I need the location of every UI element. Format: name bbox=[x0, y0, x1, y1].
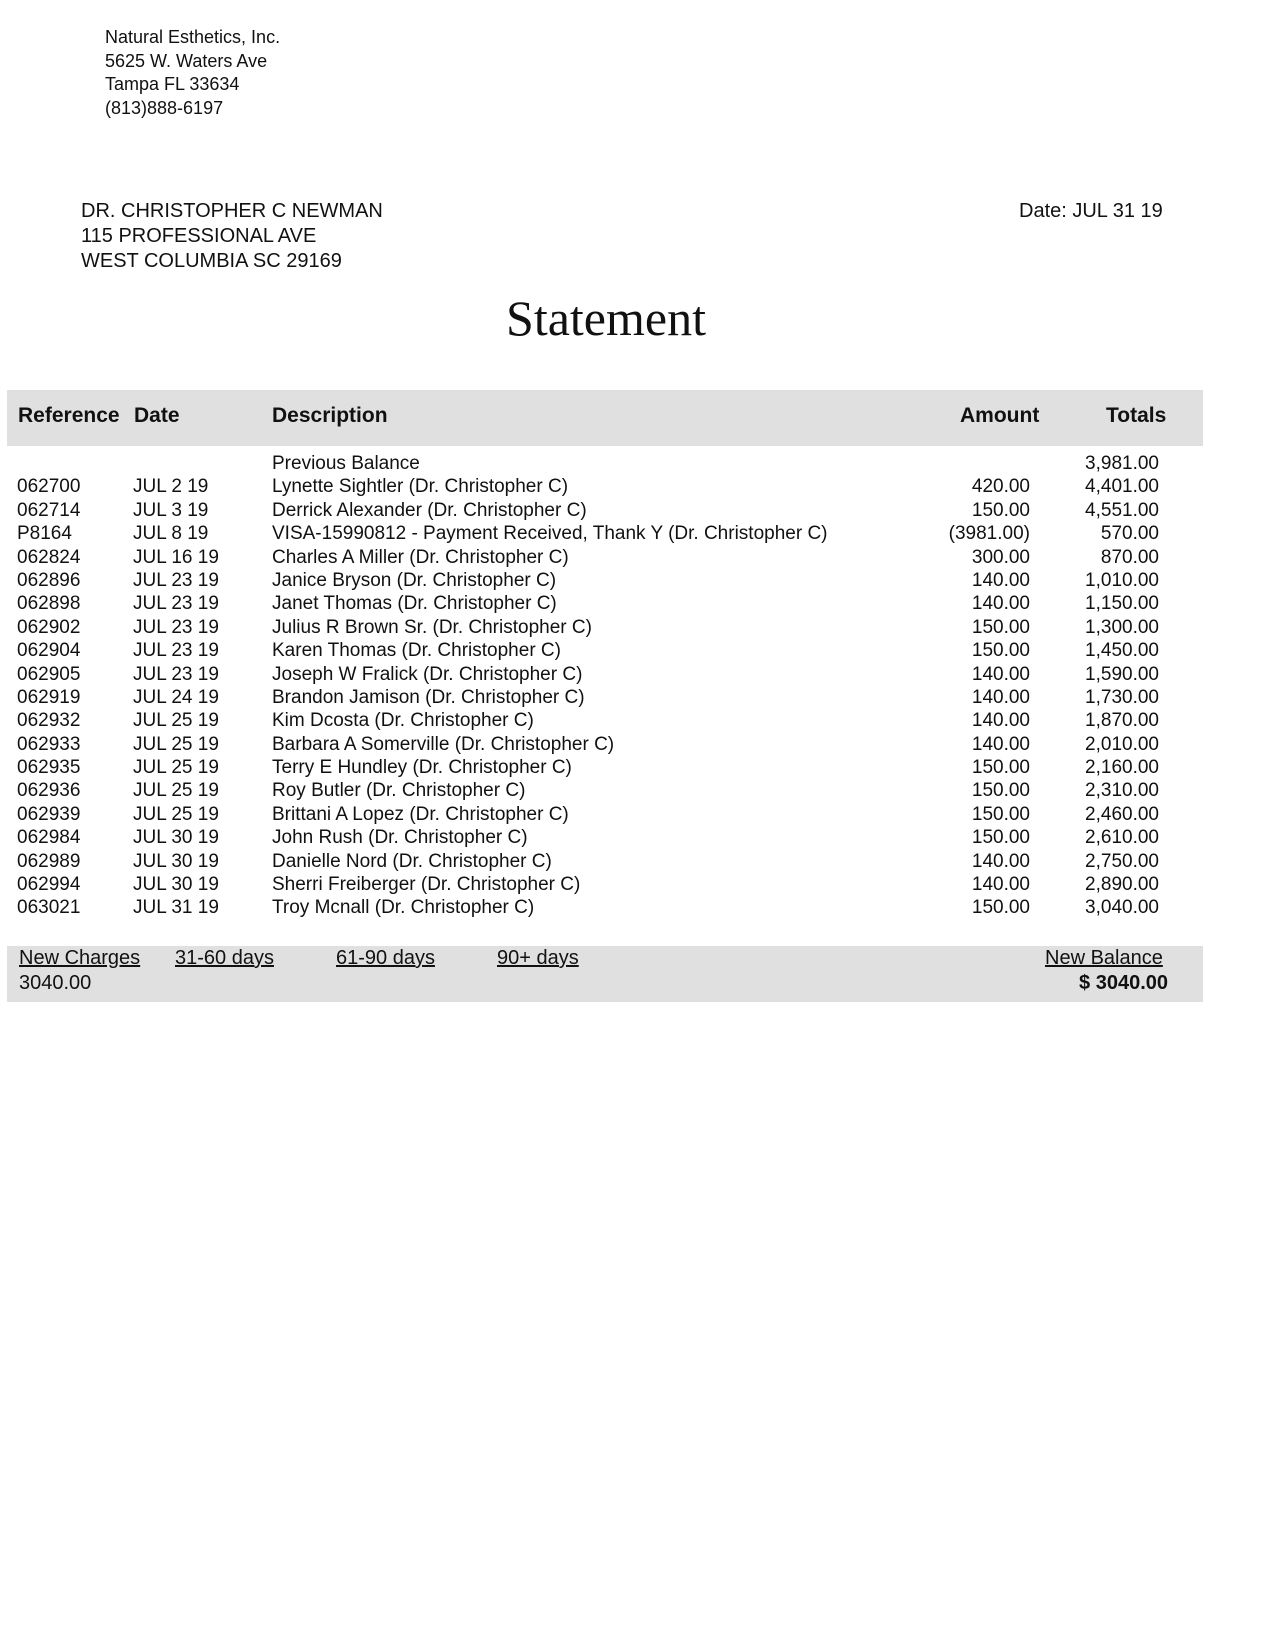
column-header-reference: Reference bbox=[18, 404, 120, 427]
row-description: Derrick Alexander (Dr. Christopher C) bbox=[272, 499, 587, 521]
table-row bbox=[0, 826, 1275, 849]
row-description: Kim Dcosta (Dr. Christopher C) bbox=[272, 710, 534, 732]
row-reference: 062896 bbox=[17, 569, 81, 591]
row-date: JUL 31 19 bbox=[133, 897, 219, 919]
row-description: Charles A Miller (Dr. Christopher C) bbox=[272, 546, 569, 568]
row-total: 1,450.00 bbox=[1085, 640, 1159, 662]
row-amount: 420.00 bbox=[971, 476, 1030, 498]
column-header-totals: Totals bbox=[1106, 404, 1167, 427]
table-row bbox=[0, 686, 1275, 709]
table-row bbox=[0, 709, 1275, 732]
table-row bbox=[0, 569, 1275, 592]
row-total: 2,310.00 bbox=[1085, 780, 1159, 802]
row-date: JUL 16 19 bbox=[133, 546, 219, 568]
row-amount: 150.00 bbox=[971, 803, 1030, 825]
table-row bbox=[0, 475, 1275, 498]
row-reference: 062902 bbox=[17, 616, 81, 638]
row-amount: 140.00 bbox=[971, 733, 1030, 755]
table-row bbox=[0, 779, 1275, 802]
row-total: 1,590.00 bbox=[1085, 663, 1159, 685]
row-reference: 062932 bbox=[17, 710, 81, 732]
table-row bbox=[0, 452, 1275, 475]
row-description: Brittani A Lopez (Dr. Christopher C) bbox=[272, 803, 569, 825]
table-row bbox=[0, 639, 1275, 662]
table-row bbox=[0, 873, 1275, 896]
table-row bbox=[0, 896, 1275, 919]
new-charges-value: 3040.00 bbox=[19, 972, 92, 994]
column-header-amount: Amount bbox=[960, 404, 1040, 427]
transaction-table bbox=[0, 452, 1275, 920]
row-reference: 062984 bbox=[17, 827, 81, 849]
row-total: 4,401.00 bbox=[1085, 476, 1159, 498]
row-total: 2,890.00 bbox=[1085, 874, 1159, 896]
row-description: Terry E Hundley (Dr. Christopher C) bbox=[272, 757, 572, 779]
row-reference: 062898 bbox=[17, 593, 81, 615]
row-description: Danielle Nord (Dr. Christopher C) bbox=[272, 850, 552, 872]
row-description: Janet Thomas (Dr. Christopher C) bbox=[272, 593, 557, 615]
row-total: 2,160.00 bbox=[1085, 757, 1159, 779]
recipient-name: DR. CHRISTOPHER C NEWMAN bbox=[81, 200, 383, 222]
row-description: Janice Bryson (Dr. Christopher C) bbox=[272, 569, 557, 591]
column-header-date: Date bbox=[134, 404, 180, 427]
row-reference: 063021 bbox=[17, 897, 81, 919]
table-row bbox=[0, 592, 1275, 615]
row-date: JUL 2 19 bbox=[133, 476, 209, 498]
days-31-60-label: 31-60 days bbox=[175, 947, 274, 969]
new-balance-value: $ 3040.00 bbox=[1079, 972, 1168, 994]
sender-city: Tampa FL 33634 bbox=[105, 74, 240, 94]
new-balance-label: New Balance bbox=[1045, 947, 1163, 969]
row-date: JUL 8 19 bbox=[133, 523, 209, 545]
row-date: JUL 23 19 bbox=[133, 663, 219, 685]
row-reference: 062989 bbox=[17, 850, 81, 872]
sender-street: 5625 W. Waters Ave bbox=[105, 50, 268, 71]
row-total: 2,010.00 bbox=[1085, 733, 1159, 755]
row-date: JUL 3 19 bbox=[133, 499, 209, 521]
row-amount: 150.00 bbox=[971, 616, 1030, 638]
row-date: JUL 25 19 bbox=[133, 733, 219, 755]
row-amount: 140.00 bbox=[971, 686, 1030, 708]
row-total: 1,870.00 bbox=[1085, 710, 1159, 732]
row-description: John Rush (Dr. Christopher C) bbox=[272, 827, 528, 849]
row-total: 4,551.00 bbox=[1085, 499, 1159, 521]
row-date: JUL 23 19 bbox=[133, 640, 219, 662]
row-date: JUL 23 19 bbox=[133, 593, 219, 615]
row-total: 1,730.00 bbox=[1085, 686, 1159, 708]
row-date: JUL 30 19 bbox=[133, 827, 219, 849]
row-date: JUL 25 19 bbox=[133, 803, 219, 825]
row-total: 570.00 bbox=[1100, 523, 1159, 545]
table-row bbox=[0, 756, 1275, 779]
column-header-description: Description bbox=[272, 404, 388, 427]
row-total: 3,040.00 bbox=[1085, 897, 1159, 919]
recipient-street: 115 PROFESSIONAL AVE bbox=[81, 225, 317, 247]
recipient-city: WEST COLUMBIA SC 29169 bbox=[81, 250, 342, 272]
row-amount: 300.00 bbox=[971, 546, 1030, 568]
table-row bbox=[0, 499, 1275, 522]
table-row bbox=[0, 850, 1275, 873]
row-description: Joseph W Fralick (Dr. Christopher C) bbox=[272, 663, 583, 685]
row-reference: 062919 bbox=[17, 686, 81, 708]
row-total: 1,010.00 bbox=[1085, 569, 1159, 591]
row-amount: 150.00 bbox=[971, 827, 1030, 849]
row-amount: 150.00 bbox=[971, 499, 1030, 521]
table-row bbox=[0, 663, 1275, 686]
row-total: 2,750.00 bbox=[1085, 850, 1159, 872]
recipient-address bbox=[81, 199, 383, 274]
row-description: Julius R Brown Sr. (Dr. Christopher C) bbox=[272, 616, 592, 638]
row-reference: 062939 bbox=[17, 803, 81, 825]
row-description: Brandon Jamison (Dr. Christopher C) bbox=[272, 686, 585, 708]
row-reference: 062905 bbox=[17, 663, 81, 685]
row-total: 2,610.00 bbox=[1085, 827, 1159, 849]
row-description: Previous Balance bbox=[272, 453, 420, 474]
row-amount: 140.00 bbox=[971, 874, 1030, 896]
sender-phone: (813)888-6197 bbox=[105, 97, 224, 118]
row-reference: 062824 bbox=[17, 546, 81, 568]
row-reference: 062933 bbox=[17, 733, 81, 755]
row-date: JUL 24 19 bbox=[133, 686, 219, 708]
days-90-plus-label: 90+ days bbox=[497, 947, 579, 969]
row-amount: (3981.00) bbox=[948, 523, 1030, 545]
row-amount: 150.00 bbox=[971, 780, 1030, 802]
row-description: Roy Butler (Dr. Christopher C) bbox=[272, 780, 526, 802]
row-amount: 140.00 bbox=[971, 593, 1030, 615]
row-reference: 062936 bbox=[17, 780, 81, 802]
row-amount: 140.00 bbox=[971, 850, 1030, 872]
row-date: JUL 23 19 bbox=[133, 616, 219, 638]
row-description: Karen Thomas (Dr. Christopher C) bbox=[272, 640, 561, 662]
row-reference: 062904 bbox=[17, 640, 81, 662]
row-description: Sherri Freiberger (Dr. Christopher C) bbox=[272, 874, 581, 896]
row-reference: 062700 bbox=[17, 476, 81, 498]
row-description: Troy Mcnall (Dr. Christopher C) bbox=[272, 897, 535, 919]
row-total: 1,150.00 bbox=[1085, 593, 1159, 615]
sender-address bbox=[105, 26, 280, 120]
row-amount: 150.00 bbox=[971, 897, 1030, 919]
row-amount: 140.00 bbox=[971, 569, 1030, 591]
row-description: VISA-15990812 - Payment Received, Thank Y (Dr. Christopher C) bbox=[272, 523, 828, 545]
row-date: JUL 23 19 bbox=[133, 569, 219, 591]
table-row bbox=[0, 522, 1275, 545]
table-row bbox=[0, 803, 1275, 826]
row-date: JUL 25 19 bbox=[133, 710, 219, 732]
row-reference: 062714 bbox=[17, 499, 81, 521]
row-total: 2,460.00 bbox=[1085, 803, 1159, 825]
row-amount: 140.00 bbox=[971, 663, 1030, 685]
row-reference: 062935 bbox=[17, 757, 81, 779]
row-date: JUL 25 19 bbox=[133, 780, 219, 802]
row-description: Lynette Sightler (Dr. Christopher C) bbox=[272, 476, 569, 498]
row-total: 1,300.00 bbox=[1085, 616, 1159, 638]
row-date: JUL 25 19 bbox=[133, 757, 219, 779]
row-reference: P8164 bbox=[17, 523, 72, 545]
row-amount: 150.00 bbox=[971, 640, 1030, 662]
row-reference: 062994 bbox=[17, 874, 81, 896]
row-total: 870.00 bbox=[1100, 546, 1159, 568]
row-amount: 150.00 bbox=[971, 757, 1030, 779]
statement-date: Date: JUL 31 19 bbox=[1019, 200, 1163, 222]
row-amount: 140.00 bbox=[971, 710, 1030, 732]
row-date: JUL 30 19 bbox=[133, 850, 219, 872]
table-row bbox=[0, 546, 1275, 569]
page-title: Statement bbox=[506, 290, 706, 346]
row-description: Barbara A Somerville (Dr. Christopher C) bbox=[272, 733, 615, 755]
sender-name: Natural Esthetics, Inc. bbox=[105, 27, 281, 47]
row-total: 3,981.00 bbox=[1085, 453, 1159, 474]
table-row bbox=[0, 616, 1275, 639]
new-charges-label: New Charges bbox=[19, 947, 141, 969]
row-date: JUL 30 19 bbox=[133, 874, 219, 896]
days-61-90-label: 61-90 days bbox=[336, 947, 435, 969]
table-row bbox=[0, 733, 1275, 756]
